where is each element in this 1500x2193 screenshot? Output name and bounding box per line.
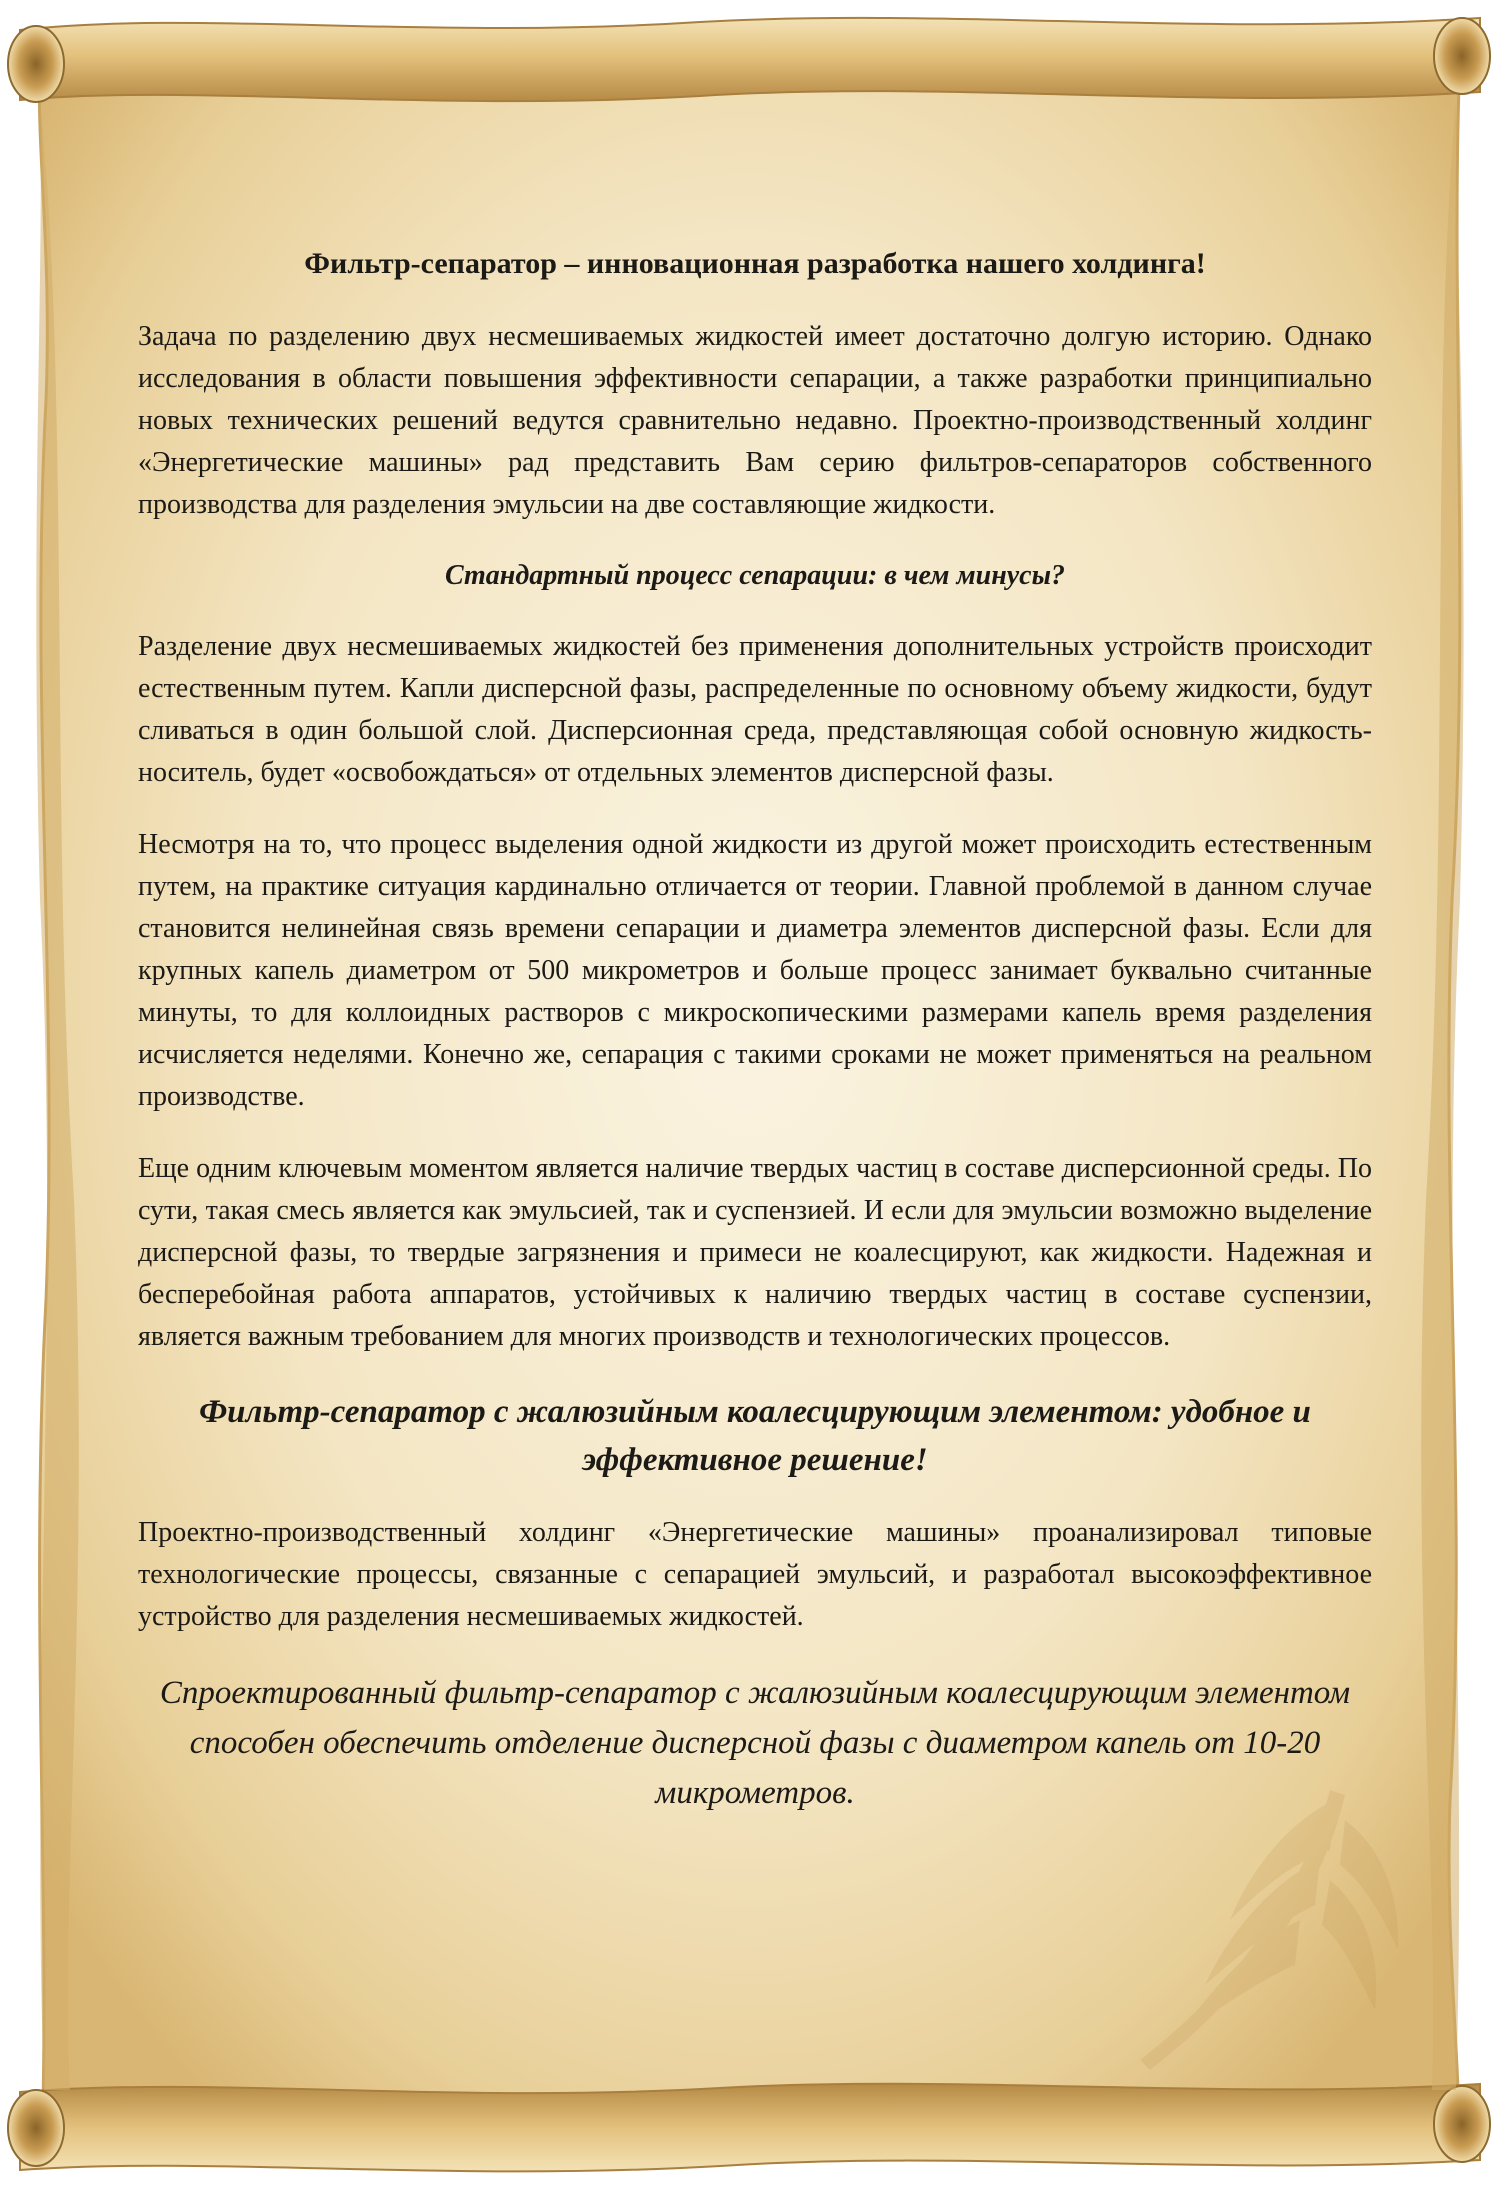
bottom-right-curl bbox=[1434, 2086, 1490, 2162]
article-content bbox=[138, 244, 1372, 1818]
bottom-left-curl bbox=[8, 2090, 64, 2166]
bottom-scroll-roll bbox=[20, 2084, 1480, 2172]
section1-paragraph-3: Еще одним ключевым моментом является наличие твердых частиц в составе дисперсионной среды. По сути, такая смесь является как эмульсией, так и суспензией. И если для эмульсии возможно выделение дисперсной фазы, то твердые загрязнения и примеси не коалесцируют, как жидкости. Надежная и бесперебойная работа аппаратов, устойчивых к наличию твердых частиц в составе суспензии, является важным требованием для многих производств и технологических процессов. bbox=[138, 1153, 1372, 1352]
section-heading-standard-process: Стандартный процесс сепарации: в чем минусы? bbox=[444, 560, 1066, 591]
highlight-statement: Спроектированный фильтр-сепаратор с жалюзийным коалесцирующим элементом способен обеспечить отделение дисперсной фазы с диаметром капель от 10-20 микрометров. bbox=[159, 1675, 1351, 1811]
section1-paragraph-2: Несмотря на то, что процесс выделения одной жидкости из другой может происходить естественным путем, на практике ситуация кардинально отличается от теории. Главной проблемой в данном случае становится нелинейная связь времени сепарации и диаметра элементов дисперсной фазы. Если для крупных капель диаметром от 500 микрометров и больше процесс занимает буквально считанные минуты, то для коллоидных растворов с микроскопическими размерами капель время разделения исчисляется неделями. Конечно же, сепарация с такими сроками не может применяться на реальном производстве. bbox=[138, 829, 1372, 1112]
section2-paragraph: Проектно-производственный холдинг «Энергетические машины» проанализировал типовые технологические процессы, связанные с сепарацией эмульсий, и разработал высокоэффективное устройство для разделения несмешиваемых жидкостей. bbox=[138, 1517, 1372, 1632]
top-scroll-roll bbox=[20, 18, 1480, 101]
intro-paragraph: Задача по разделению двух несмешиваемых жидкостей имеет достаточно долгую историю. Однако исследования в области повышения эффективности сепарации, а также разработки принципиально новых технических решений ведутся сравнительно недавно. Проектно-производственный холдинг «Энергетические машины» рад представить Вам серию фильтров-сепараторов собственного производства для разделения эмульсии на две составляющие жидкости. bbox=[138, 321, 1372, 520]
top-right-curl bbox=[1434, 18, 1490, 94]
section1-paragraph-1: Разделение двух несмешиваемых жидкостей без применения дополнительных устройств происходит естественным путем. Капли дисперсной фазы, распределенные по основному объему жидкости, будут сливаться в один большой слой. Дисперсионная среда, представляющая собой основную жидкость-носитель, будет «освобождаться» от отдельных элементов дисперсной фазы. bbox=[138, 631, 1372, 788]
top-left-curl bbox=[8, 26, 64, 102]
section-heading-louver-filter: Фильтр-сепаратор с жалюзийным коалесцирующим элементом: удобное и эффективное решение! bbox=[199, 1394, 1311, 1478]
document-title: Фильтр-сепаратор – инновационная разработка нашего холдинга! bbox=[304, 247, 1206, 280]
